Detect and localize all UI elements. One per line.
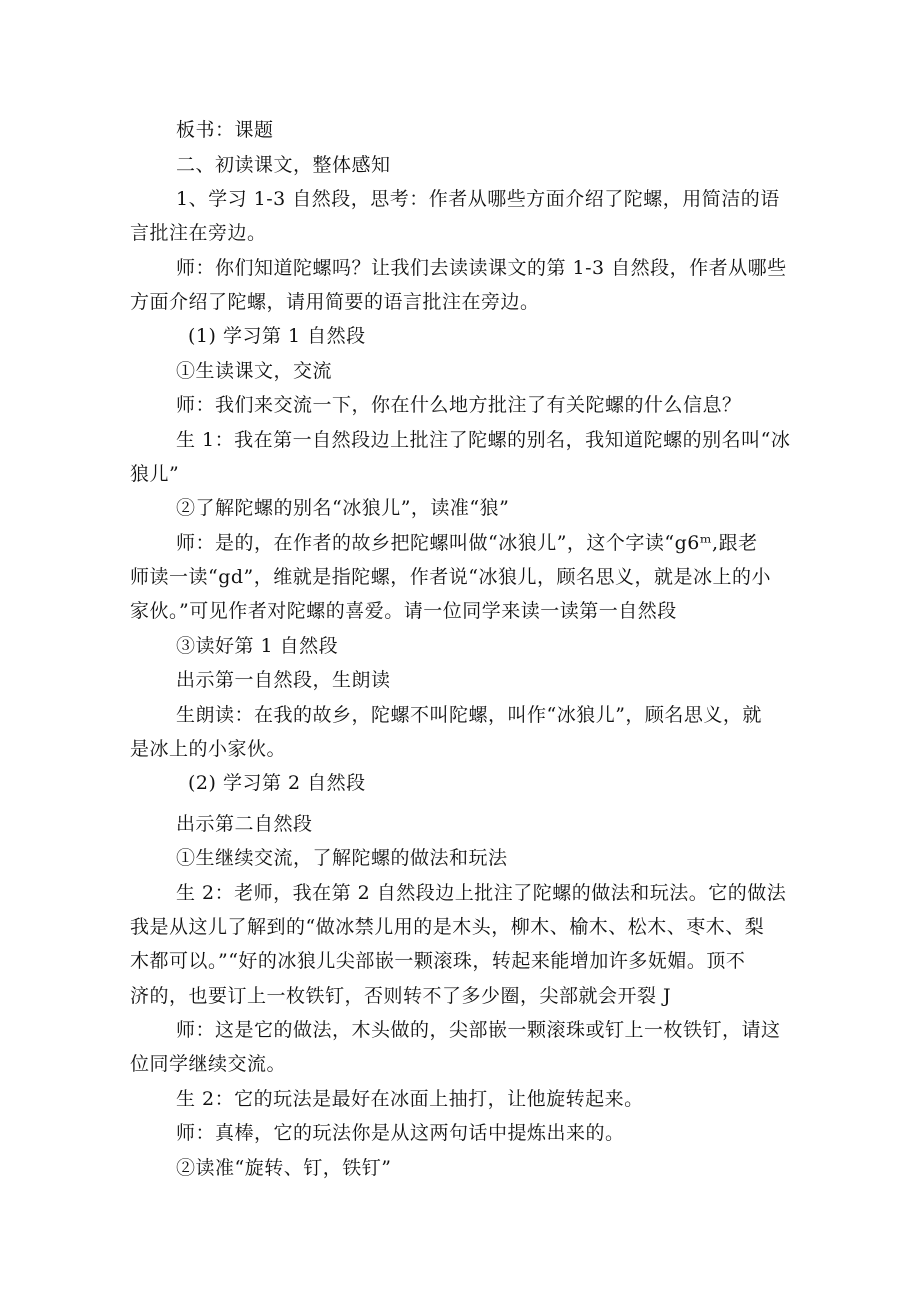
teacher-line-5b: 位同学继续交流。	[130, 1053, 287, 1075]
step-2-pronunciation: ②读准“旋转、钉，铁钉”	[176, 1157, 392, 1179]
teacher-line-1: 师：你们知道陀螺吗？让我们去读读课文的第 1-3 自然段，作者从哪些	[176, 257, 787, 279]
teacher-praise: 师：真棒，它的玩法你是从这两句话中提炼出来的。	[176, 1122, 625, 1144]
teacher-line-5a: 师：这是它的做法，木头做的，尖部嵌一颗滚珠或钉上一枚铁钉，请这	[176, 1019, 781, 1041]
subsection-1-heading: (1) 学习第 1 自然段	[188, 325, 366, 347]
student-1-line-2: 狼儿”	[130, 463, 180, 485]
step-3-read-well: ③读好第 1 自然段	[176, 635, 339, 657]
step-1-continue: ①生继续交流，了解陀螺的做法和玩法	[176, 847, 508, 869]
student-2-line-4: 济的，也要订上一枚铁钉，否则转不了多少圈，尖部就会开裂 J	[130, 985, 672, 1007]
show-paragraph-2: 出示第二自然段	[176, 813, 313, 835]
step-1-read: ①生读课文，交流	[176, 360, 333, 382]
teacher-line-4a: 师：是的，在作者的故乡把陀螺叫做“冰狼儿”，这个字读“g6ᵐ,跟老	[176, 532, 758, 554]
task-1-line-2: 言批注在旁边。	[130, 222, 267, 244]
teacher-line-4c: 家伙。”可见作者对陀螺的喜爱。请一位同学来读一读第一自然段	[130, 600, 677, 622]
show-paragraph-1: 出示第一自然段，生朗读	[176, 669, 391, 691]
student-reading-line-1: 生朗读：在我的故乡，陀螺不叫陀螺，叫作“冰狼儿”，顾名思义，就	[176, 704, 762, 726]
student-2-line-1: 生 2：老师，我在第 2 自然段边上批注了陀螺的做法和玩法。它的做法	[176, 882, 787, 904]
task-1-line-1: 1、学习 1-3 自然段，思考：作者从哪些方面介绍了陀螺，用简洁的语	[176, 188, 780, 210]
section-heading: 二、初读课文，整体感知	[176, 154, 391, 176]
teacher-line-3: 师：我们来交流一下，你在什么地方批注了有关陀螺的什么信息？	[176, 394, 742, 416]
student-1-line-1: 生 1：我在第一自然段边上批注了陀螺的别名，我知道陀螺的别名叫“冰	[176, 429, 791, 451]
student-2-line-3: 木都可以。”“好的冰狼儿尖部嵌一颗滚珠，转起来能增加许多妩媚。顶不	[130, 950, 746, 972]
board-note: 板书：课题	[176, 119, 274, 141]
subsection-2-heading: (2) 学习第 2 自然段	[188, 772, 366, 794]
teacher-line-2: 方面介绍了陀螺，请用简要的语言批注在旁边。	[130, 291, 540, 313]
student-2-line-2: 我是从这儿了解到的“做冰禁儿用的是木头，柳木、榆木、松木、枣木、梨	[130, 916, 765, 938]
step-2-alias: ②了解陀螺的别名“冰狼儿”，读准“狼”	[176, 497, 510, 519]
student-2-play-method: 生 2：它的玩法是最好在冰面上抽打，让他旋转起来。	[176, 1088, 644, 1110]
student-reading-line-2: 是冰上的小家伙。	[130, 738, 287, 760]
teacher-line-4b: 师读一读“gd”，维就是指陀螺，作者说“冰狼儿，顾名思义，就是冰上的小	[130, 566, 771, 588]
